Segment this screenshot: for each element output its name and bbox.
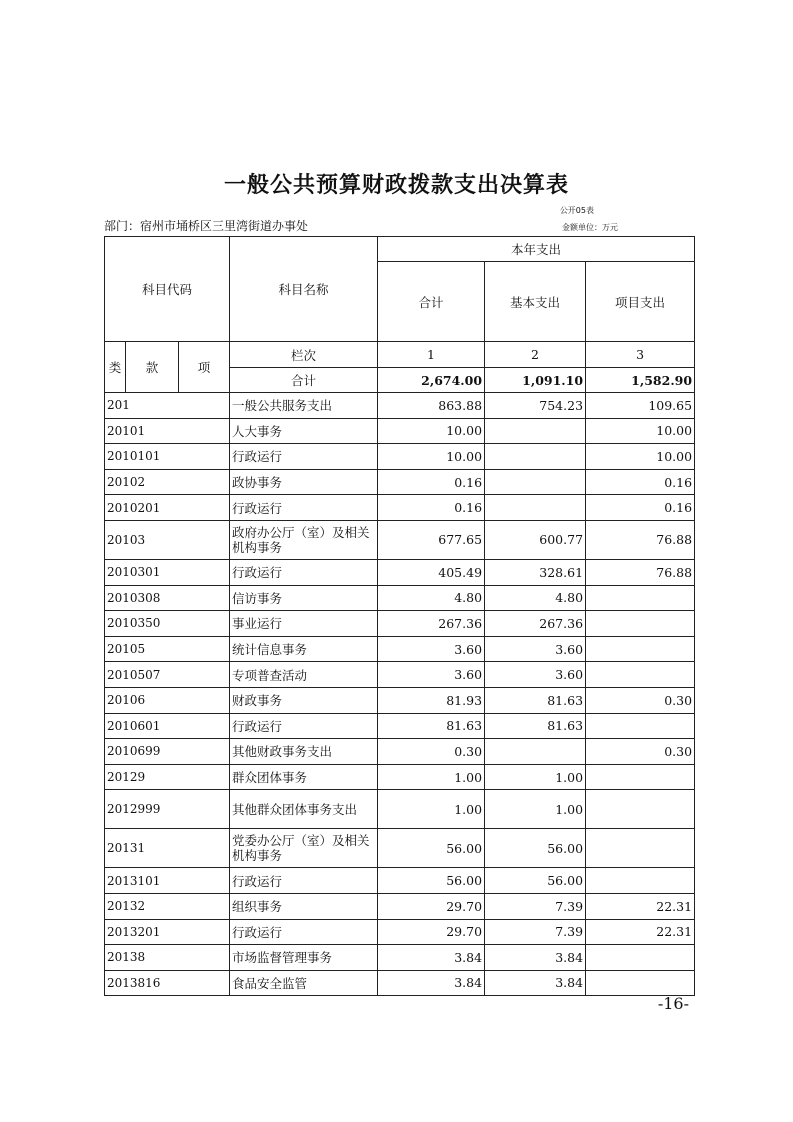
row-project xyxy=(586,636,695,662)
row-code: 20131 xyxy=(105,829,230,868)
table-row xyxy=(105,687,695,713)
row-basic: 7.39 xyxy=(485,893,586,919)
row-basic: 81.63 xyxy=(485,713,586,739)
row-project xyxy=(586,713,695,739)
row-code: 20102 xyxy=(105,469,230,495)
row-project xyxy=(586,790,695,829)
row-name: 行政运行 xyxy=(230,868,378,894)
row-name: 财政事务 xyxy=(230,687,378,713)
table-row xyxy=(105,393,695,419)
row-basic: 3.60 xyxy=(485,662,586,688)
lanci-header: 栏次 xyxy=(230,342,378,368)
row-code: 2013816 xyxy=(105,970,230,996)
row-total: 405.49 xyxy=(378,559,485,585)
row-name: 行政运行 xyxy=(230,713,378,739)
row-project: 109.65 xyxy=(586,393,695,419)
row-project xyxy=(586,868,695,894)
page-title: 一般公共预算财政拨款支出决算表 xyxy=(223,173,569,198)
row-project: 22.31 xyxy=(586,893,695,919)
row-basic xyxy=(485,495,586,521)
department-label: 部门：宿州市埇桥区三里湾街道办事处 xyxy=(104,219,309,233)
row-project xyxy=(586,829,695,868)
row-code: 201 xyxy=(105,393,230,419)
row-basic: 3.84 xyxy=(485,970,586,996)
row-project xyxy=(586,585,695,611)
table-row xyxy=(105,739,695,765)
row-name: 其他群众团体事务支出 xyxy=(230,790,378,829)
kuan-header: 款 xyxy=(126,342,179,393)
row-total: 56.00 xyxy=(378,829,485,868)
unit-label: 金额单位：万元 xyxy=(562,223,618,232)
header-row-3 xyxy=(105,342,695,368)
row-basic: 56.00 xyxy=(485,868,586,894)
row-code: 2010201 xyxy=(105,495,230,521)
table-row xyxy=(105,520,695,559)
row-code: 2013201 xyxy=(105,919,230,945)
col3-index: 3 xyxy=(586,342,695,368)
table-row xyxy=(105,764,695,790)
row-basic xyxy=(485,739,586,765)
row-code: 20138 xyxy=(105,945,230,971)
header-row-1 xyxy=(105,237,695,262)
row-project: 0.30 xyxy=(586,739,695,765)
row-total: 3.84 xyxy=(378,945,485,971)
row-project xyxy=(586,945,695,971)
table-row xyxy=(105,970,695,996)
row-code: 2010308 xyxy=(105,585,230,611)
row-name: 行政运行 xyxy=(230,444,378,470)
row-code: 20101 xyxy=(105,418,230,444)
row-name: 专项普查活动 xyxy=(230,662,378,688)
project-header: 项目支出 xyxy=(586,262,695,342)
table-row xyxy=(105,559,695,585)
table-row xyxy=(105,444,695,470)
row-basic: 328.61 xyxy=(485,559,586,585)
row-name: 事业运行 xyxy=(230,611,378,637)
year-expense-header: 本年支出 xyxy=(378,237,695,262)
row-basic: 267.36 xyxy=(485,611,586,637)
row-project xyxy=(586,611,695,637)
subject-name-header: 科目名称 xyxy=(230,237,378,342)
row-name: 组织事务 xyxy=(230,893,378,919)
row-name: 政府办公厅（室）及相关机构事务 xyxy=(230,520,378,559)
row-basic xyxy=(485,418,586,444)
row-code: 2010101 xyxy=(105,444,230,470)
row-name: 一般公共服务支出 xyxy=(230,393,378,419)
total-header: 合计 xyxy=(378,262,485,342)
row-code: 20105 xyxy=(105,636,230,662)
row-code: 20106 xyxy=(105,687,230,713)
page-number: -16- xyxy=(657,994,689,1013)
row-basic: 600.77 xyxy=(485,520,586,559)
row-project: 10.00 xyxy=(586,418,695,444)
sum-basic: 1,091.10 xyxy=(485,368,586,393)
table-row xyxy=(105,585,695,611)
row-project: 10.00 xyxy=(586,444,695,470)
row-project xyxy=(586,662,695,688)
row-total: 863.88 xyxy=(378,393,485,419)
row-project xyxy=(586,764,695,790)
row-name: 统计信息事务 xyxy=(230,636,378,662)
row-total: 267.36 xyxy=(378,611,485,637)
xiang-header: 项 xyxy=(179,342,230,393)
table-row xyxy=(105,418,695,444)
col2-index: 2 xyxy=(485,342,586,368)
row-basic xyxy=(485,444,586,470)
row-basic: 3.84 xyxy=(485,945,586,971)
row-code: 20103 xyxy=(105,520,230,559)
row-project: 0.16 xyxy=(586,495,695,521)
sum-total: 2,674.00 xyxy=(378,368,485,393)
table-row xyxy=(105,495,695,521)
row-basic: 1.00 xyxy=(485,764,586,790)
row-project: 0.30 xyxy=(586,687,695,713)
row-project xyxy=(586,970,695,996)
row-code: 2010601 xyxy=(105,713,230,739)
row-code: 2013101 xyxy=(105,868,230,894)
row-total: 29.70 xyxy=(378,919,485,945)
row-total: 29.70 xyxy=(378,893,485,919)
row-basic: 754.23 xyxy=(485,393,586,419)
table-row xyxy=(105,469,695,495)
table-row xyxy=(105,713,695,739)
lei-header: 类 xyxy=(105,342,126,393)
sum-label: 合计 xyxy=(230,368,378,393)
row-total: 1.00 xyxy=(378,790,485,829)
row-name: 政协事务 xyxy=(230,469,378,495)
row-total: 3.60 xyxy=(378,636,485,662)
row-code: 2010699 xyxy=(105,739,230,765)
row-name: 人大事务 xyxy=(230,418,378,444)
row-basic xyxy=(485,469,586,495)
row-project: 22.31 xyxy=(586,919,695,945)
row-name: 行政运行 xyxy=(230,559,378,585)
row-code: 2012999 xyxy=(105,790,230,829)
row-name: 党委办公厅（室）及相关机构事务 xyxy=(230,829,378,868)
row-name: 群众团体事务 xyxy=(230,764,378,790)
row-total: 56.00 xyxy=(378,868,485,894)
table-row xyxy=(105,919,695,945)
row-total: 0.16 xyxy=(378,469,485,495)
subject-code-header: 科目代码 xyxy=(105,237,230,342)
row-basic: 1.00 xyxy=(485,790,586,829)
row-total: 10.00 xyxy=(378,418,485,444)
row-code: 20129 xyxy=(105,764,230,790)
row-total: 0.16 xyxy=(378,495,485,521)
sum-project: 1,582.90 xyxy=(586,368,695,393)
row-basic: 3.60 xyxy=(485,636,586,662)
row-name: 其他财政事务支出 xyxy=(230,739,378,765)
row-code: 2010507 xyxy=(105,662,230,688)
row-total: 10.00 xyxy=(378,444,485,470)
row-basic: 7.39 xyxy=(485,919,586,945)
table-row xyxy=(105,636,695,662)
row-project: 76.88 xyxy=(586,559,695,585)
row-code: 2010301 xyxy=(105,559,230,585)
row-project: 0.16 xyxy=(586,469,695,495)
row-name: 食品安全监管 xyxy=(230,970,378,996)
row-name: 信访事务 xyxy=(230,585,378,611)
form-number: 公开05表 xyxy=(559,206,594,215)
table-row xyxy=(105,662,695,688)
row-project: 76.88 xyxy=(586,520,695,559)
row-total: 3.60 xyxy=(378,662,485,688)
table-row xyxy=(105,945,695,971)
row-total: 81.63 xyxy=(378,713,485,739)
row-total: 677.65 xyxy=(378,520,485,559)
expense-table xyxy=(104,236,695,996)
row-total: 81.93 xyxy=(378,687,485,713)
row-basic: 4.80 xyxy=(485,585,586,611)
row-total: 1.00 xyxy=(378,764,485,790)
table-row xyxy=(105,829,695,868)
row-code: 20132 xyxy=(105,893,230,919)
row-basic: 81.63 xyxy=(485,687,586,713)
row-basic: 56.00 xyxy=(485,829,586,868)
row-code: 2010350 xyxy=(105,611,230,637)
table-row xyxy=(105,893,695,919)
table-row xyxy=(105,868,695,894)
row-name: 行政运行 xyxy=(230,495,378,521)
row-name: 行政运行 xyxy=(230,919,378,945)
row-total: 0.30 xyxy=(378,739,485,765)
col1-index: 1 xyxy=(378,342,485,368)
basic-header: 基本支出 xyxy=(485,262,586,342)
table-row xyxy=(105,790,695,829)
table-row xyxy=(105,611,695,637)
row-name: 市场监督管理事务 xyxy=(230,945,378,971)
row-total: 4.80 xyxy=(378,585,485,611)
row-total: 3.84 xyxy=(378,970,485,996)
